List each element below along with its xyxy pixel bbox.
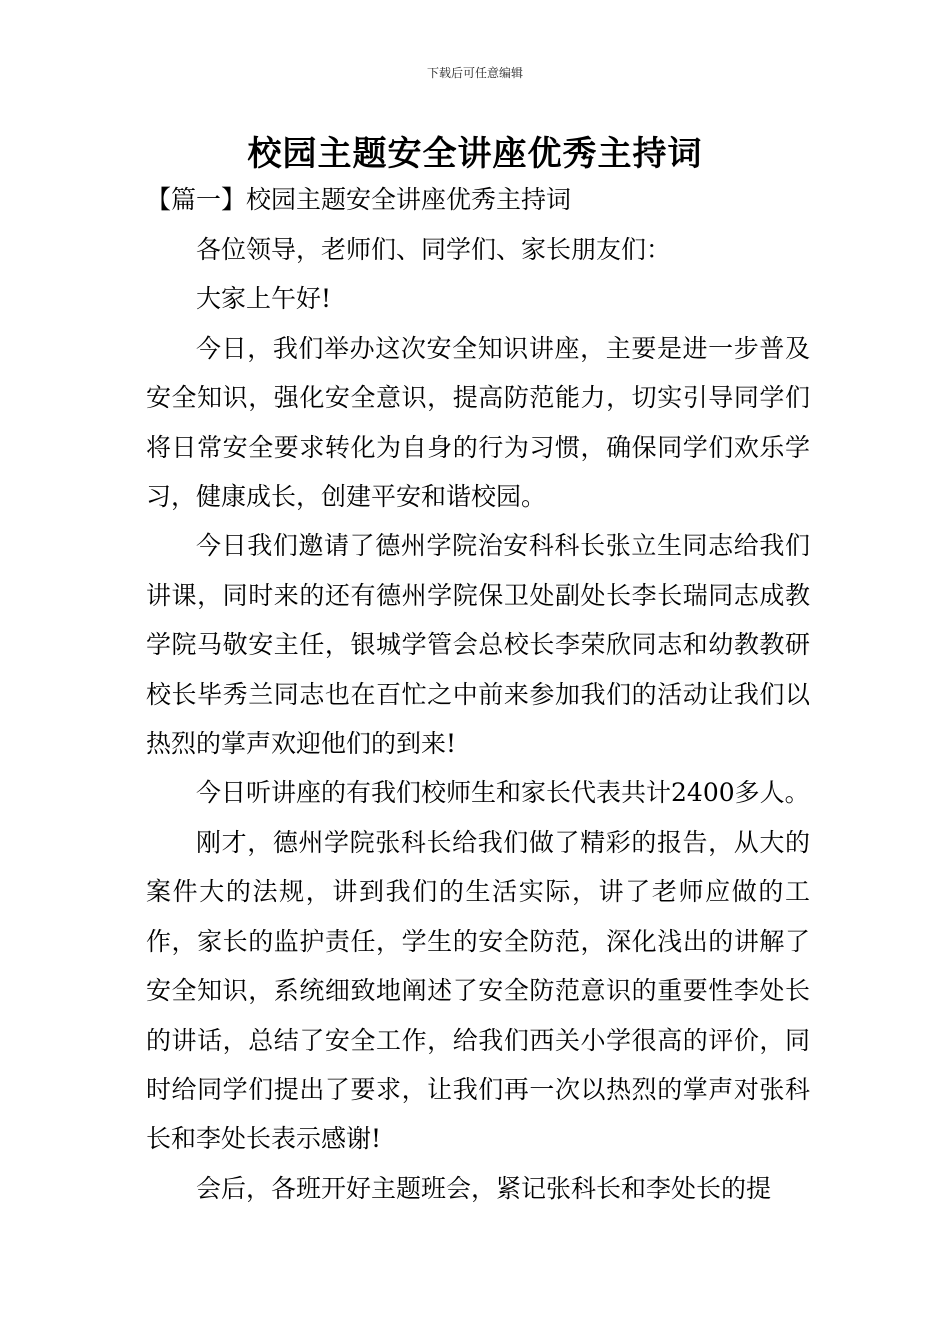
paragraph-guests: 今日我们邀请了德州学院治安科科长张立生同志给我们讲课，同时来的还有德州学院保卫处副处长李长瑞同志成教学院马敬安主任，银城学管会总校长李荣欣同志和幼教教研校长毕秀兰同志也在百忙之中前来参加我们的活动让我们以热烈的掌声欢迎他们的到来! [146, 531, 810, 759]
header-note: 下载后可任意编辑 [426, 66, 523, 80]
paragraph-summary: 刚才，德州学院张科长给我们做了精彩的报告，从大的案件大的法规，讲到我们的生活实际，讲了老师应做的工作，家长的监护责任，学生的安全防范，深化浅出的讲解了安全知识，系统细致地阐述了安全防范意识的重要性李处长的讲话，总结了安全工作，给我们西关小学很高的评价，同时给同学们提出了要求，让我们再一次以热烈的掌声对张科长和李处长表示感谢! [146, 827, 810, 1154]
section-heading: 【篇一】校园主题安全讲座优秀主持词 [146, 185, 572, 214]
paragraph-purpose: 今日，我们举办这次安全知识讲座，主要是进一步普及安全知识，强化安全意识，提高防范能力，切实引导同学们将日常安全要求转化为自身的行为习惯，确保同学们欢乐学习，健康成长，创建平安和谐校园。 [146, 333, 810, 512]
paragraph-closing: 会后，各班开好主题班会，紧记张科长和李处长的提 [196, 1173, 772, 1203]
paragraph-attendance: 今日听讲座的有我们校师生和家长代表共计2400多人。 [196, 778, 810, 808]
document-body [146, 225, 810, 1213]
document-title: 校园主题安全讲座优秀主持词 [247, 134, 703, 174]
paragraph-greeting: 各位领导，老师们、同学们、家长朋友们： [196, 235, 672, 264]
paragraph-good-morning: 大家上午好! [196, 284, 332, 314]
